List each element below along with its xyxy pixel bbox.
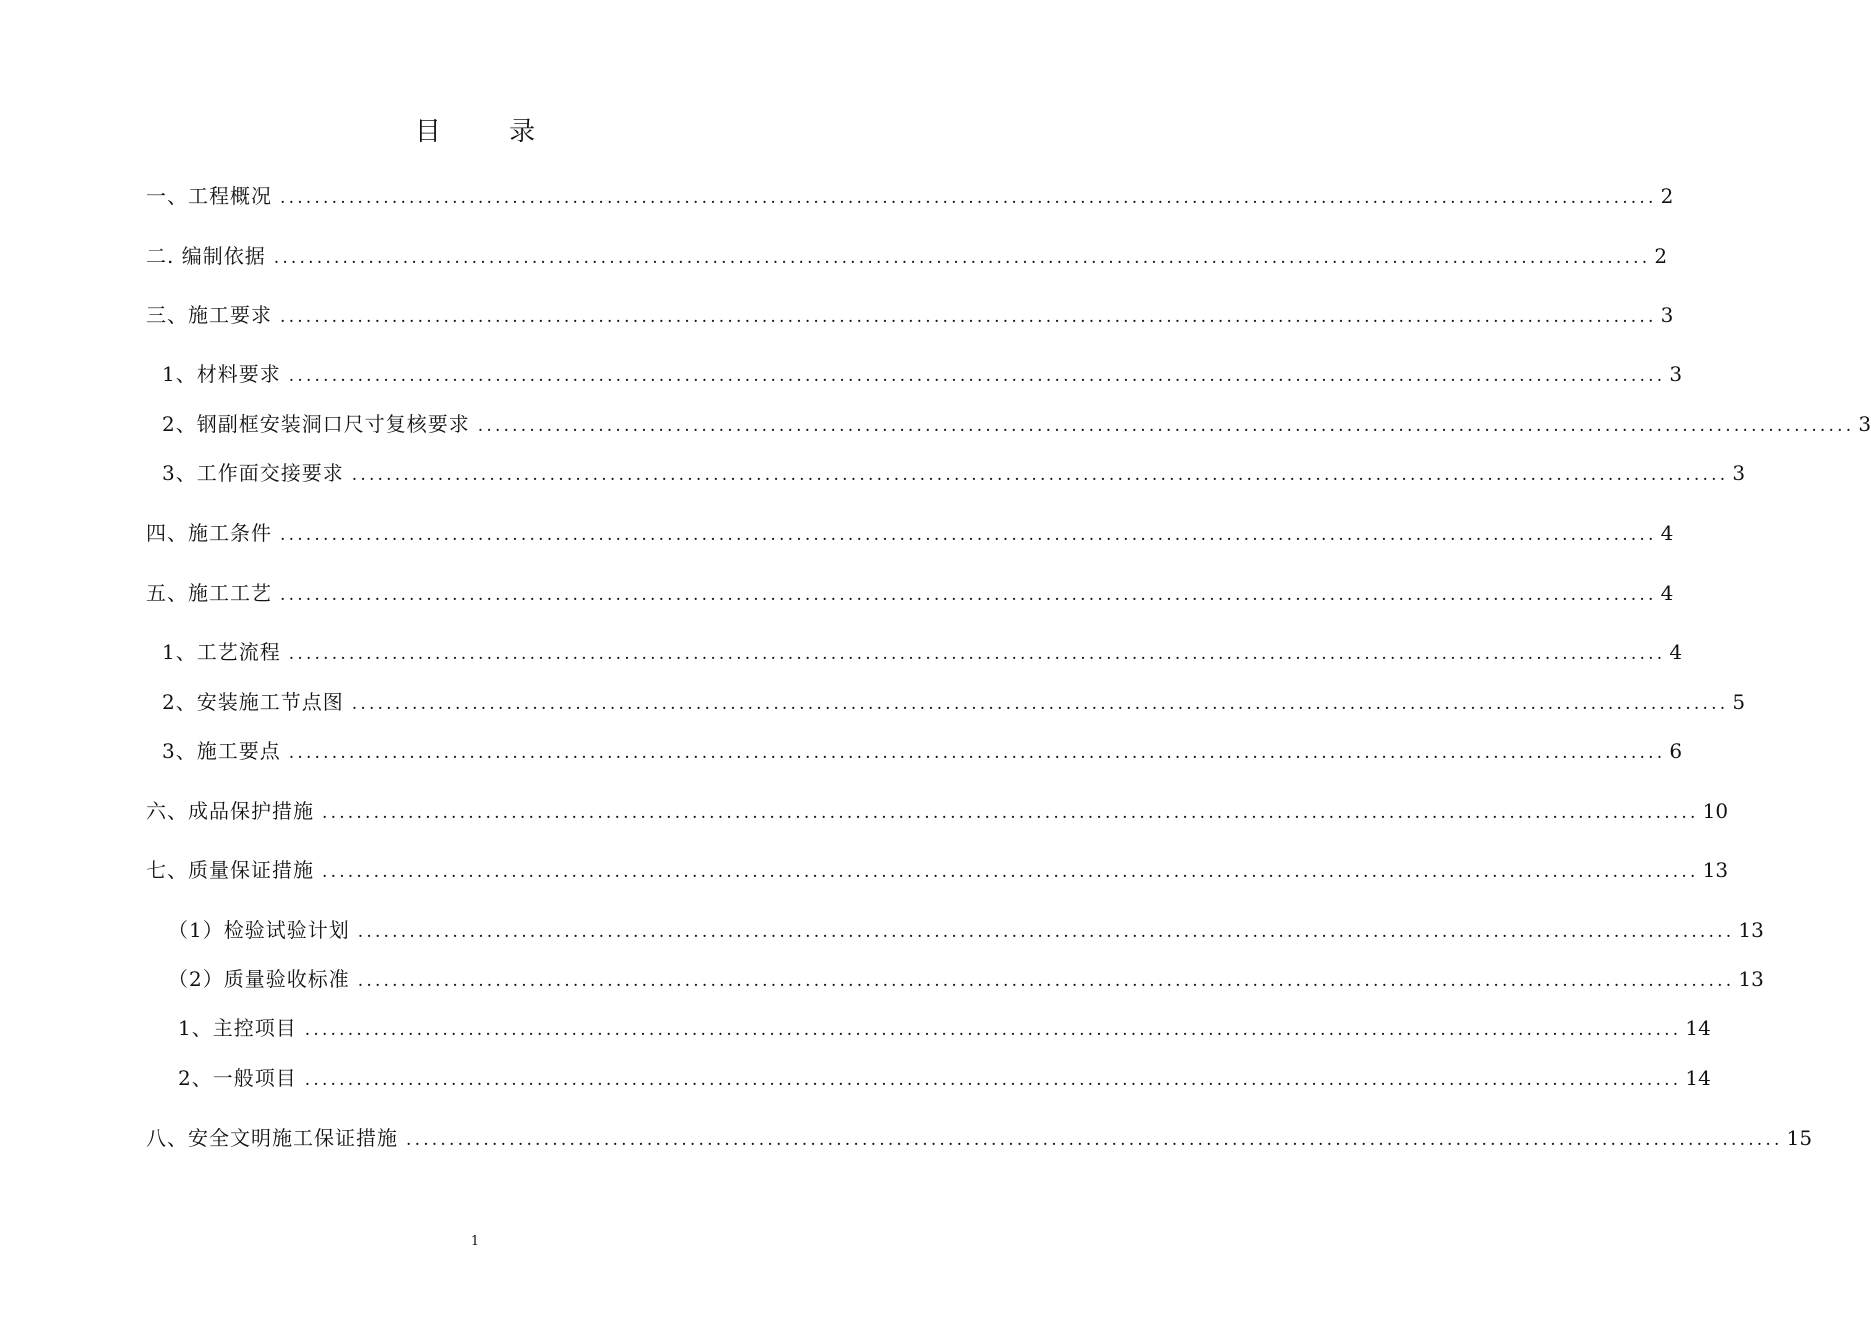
- toc-entry-9[interactable]: [162, 637, 1683, 667]
- toc-entry-text: 四、施工条件: [146, 521, 272, 545]
- toc-entry-4[interactable]: [162, 359, 1683, 389]
- toc-entry-text: 1、主控项目: [178, 1016, 297, 1040]
- toc-entry-15[interactable]: [168, 964, 1764, 994]
- toc-entry-text: 3、施工要点: [162, 739, 281, 763]
- toc-dot-leader: ................................................................................................................................................................: [351, 694, 1729, 714]
- toc-entry-3[interactable]: [146, 300, 1674, 330]
- toc-entry-text: 1、材料要求: [162, 362, 281, 386]
- toc-entry-text: 2、一般项目: [178, 1066, 297, 1090]
- toc-dot-leader: ................................................................................................................................................................: [280, 585, 1657, 605]
- toc-title: 目 录: [414, 117, 566, 147]
- toc-dot-leader: ................................................................................................................................................................: [357, 971, 1735, 991]
- toc-dot-leader: ................................................................................................................................................................: [280, 188, 1657, 208]
- toc-entry-text: 八、安全文明施工保证措施: [146, 1126, 398, 1150]
- toc-entry-7[interactable]: [146, 518, 1674, 548]
- toc-entry-page: 13: [1738, 918, 1764, 942]
- toc-entry-text: 二. 编制依据: [146, 244, 266, 268]
- toc-entry-text: 一、工程概况: [146, 184, 272, 208]
- toc-dot-leader: ................................................................................................................................................................: [322, 803, 1699, 823]
- toc-dot-leader: ................................................................................................................................................................: [273, 248, 1651, 268]
- toc-entry-13[interactable]: [146, 855, 1729, 885]
- toc-dot-leader: ................................................................................................................................................................: [288, 644, 1666, 664]
- toc-entry-text: 六、成品保护措施: [146, 799, 314, 823]
- toc-entry-text: 2、安装施工节点图: [162, 690, 344, 714]
- toc-entry-page: 14: [1685, 1016, 1711, 1040]
- toc-dot-leader: ................................................................................................................................................................: [477, 416, 1855, 436]
- toc-dot-leader: ................................................................................................................................................................: [351, 465, 1729, 485]
- toc-dot-leader: ................................................................................................................................................................: [280, 307, 1657, 327]
- toc-entry-text: （1）检验试验计划: [168, 918, 350, 942]
- toc-dot-leader: ................................................................................................................................................................: [406, 1130, 1783, 1150]
- page-number: 1: [470, 1234, 480, 1249]
- toc-dot-leader: ................................................................................................................................................................: [322, 862, 1699, 882]
- toc-entry-text: 2、钢副框安装洞口尺寸复核要求: [162, 412, 470, 436]
- toc-entry-8[interactable]: [146, 578, 1674, 608]
- toc-entry-text: 五、施工工艺: [146, 581, 272, 605]
- toc-entry-page: 3: [1732, 461, 1746, 485]
- toc-entry-page: 4: [1669, 640, 1683, 664]
- toc-entry-page: 14: [1685, 1066, 1711, 1090]
- toc-dot-leader: ................................................................................................................................................................: [304, 1020, 1682, 1040]
- toc-entry-page: 3: [1669, 362, 1683, 386]
- toc-entry-page: 15: [1786, 1126, 1813, 1150]
- toc-entry-page: 13: [1702, 858, 1729, 882]
- toc-entry-page: 3: [1858, 412, 1871, 436]
- toc-entry-14[interactable]: [168, 915, 1764, 945]
- toc-entry-10[interactable]: [162, 687, 1746, 717]
- toc-entry-text: 三、施工要求: [146, 303, 272, 327]
- toc-entry-2[interactable]: [146, 241, 1668, 271]
- toc-dot-leader: ................................................................................................................................................................: [288, 366, 1666, 386]
- toc-entry-page: 5: [1732, 690, 1746, 714]
- toc-entry-page: 2: [1660, 184, 1674, 208]
- toc-entry-5[interactable]: [162, 409, 1871, 439]
- toc-entry-11[interactable]: [162, 736, 1683, 766]
- toc-entry-page: 3: [1660, 303, 1674, 327]
- toc-entry-16[interactable]: [178, 1013, 1711, 1043]
- toc-entry-text: 七、质量保证措施: [146, 858, 314, 882]
- toc-entry-1[interactable]: [146, 181, 1674, 211]
- toc-entry-12[interactable]: [146, 796, 1729, 826]
- toc-entry-6[interactable]: [162, 458, 1746, 488]
- toc-dot-leader: ................................................................................................................................................................: [357, 922, 1735, 942]
- toc-entry-text: （2）质量验收标准: [168, 967, 350, 991]
- toc-entry-page: 10: [1702, 799, 1729, 823]
- toc-entry-18[interactable]: [146, 1123, 1813, 1153]
- toc-dot-leader: ................................................................................................................................................................: [288, 743, 1666, 763]
- toc-entry-text: 1、工艺流程: [162, 640, 281, 664]
- toc-entry-17[interactable]: [178, 1063, 1711, 1093]
- toc-entry-page: 2: [1654, 244, 1668, 268]
- toc-entry-page: 4: [1660, 521, 1674, 545]
- toc-dot-leader: ................................................................................................................................................................: [280, 525, 1657, 545]
- toc-entry-page: 13: [1738, 967, 1764, 991]
- toc-entry-page: 4: [1660, 581, 1674, 605]
- toc-dot-leader: ................................................................................................................................................................: [304, 1070, 1682, 1090]
- toc-entry-page: 6: [1669, 739, 1683, 763]
- toc-entry-text: 3、工作面交接要求: [162, 461, 344, 485]
